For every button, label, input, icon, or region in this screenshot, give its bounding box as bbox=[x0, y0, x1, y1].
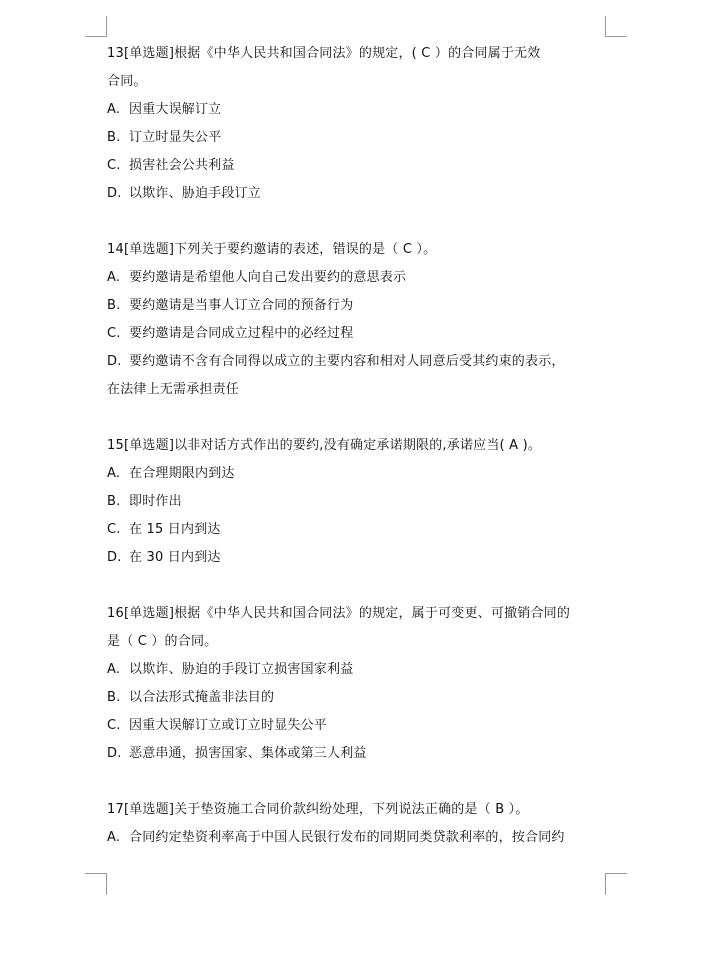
question-stem: 14[单选题]下列关于要约邀请的表述，错误的是（ C ）。 bbox=[107, 242, 437, 257]
option-letter: A. bbox=[107, 662, 121, 677]
question-stem: 16[单选题]根据《中华人民共和国合同法》的规定，属于可变更、可撤销合同的 bbox=[107, 606, 571, 621]
option-d bbox=[107, 180, 617, 208]
option-c bbox=[107, 320, 617, 348]
crop-mark-bottom-right bbox=[605, 873, 627, 895]
option-letter: D. bbox=[107, 354, 122, 369]
option-text: 因重大误解订立或订立时显失公平 bbox=[129, 718, 328, 733]
crop-mark-top-left bbox=[85, 16, 107, 37]
option-text: 在 15 日内到达 bbox=[129, 522, 221, 537]
option-text: 损害社会公共利益 bbox=[129, 158, 235, 173]
option-text: 以欺诈、胁迫手段订立 bbox=[129, 186, 262, 201]
option-letter: A. bbox=[107, 466, 121, 481]
question-13 bbox=[107, 40, 617, 208]
document-body bbox=[107, 40, 617, 852]
option-text: 恶意串通，损害国家、集体或第三人利益 bbox=[129, 746, 367, 761]
option-c bbox=[107, 152, 617, 180]
option-letter: D. bbox=[107, 550, 122, 565]
question-stem: 17[单选题]关于垫资施工合同价款纠纷处理，下列说法正确的是（ B ）。 bbox=[107, 802, 529, 817]
question-17 bbox=[107, 796, 617, 852]
option-letter: D. bbox=[107, 186, 122, 201]
option-c bbox=[107, 712, 617, 740]
option-letter: C. bbox=[107, 522, 121, 537]
option-letter: D. bbox=[107, 746, 122, 761]
option-text: 要约邀请是合同成立过程中的必经过程 bbox=[129, 326, 354, 341]
question-stem: 合同。 bbox=[107, 74, 147, 89]
option-letter: B. bbox=[107, 494, 121, 509]
option-text: 要约邀请是当事人订立合同的预备行为 bbox=[129, 298, 354, 313]
option-text: 要约邀请是希望他人向自己发出要约的意思表示 bbox=[129, 270, 407, 285]
option-letter: A. bbox=[107, 102, 121, 117]
option-letter: C. bbox=[107, 158, 121, 173]
option-text: 订立时显失公平 bbox=[129, 130, 222, 145]
option-text: 即时作出 bbox=[129, 494, 182, 509]
option-b bbox=[107, 124, 617, 152]
option-a bbox=[107, 460, 617, 488]
question-15 bbox=[107, 432, 617, 572]
option-letter: A. bbox=[107, 830, 121, 845]
option-d bbox=[107, 740, 617, 768]
option-letter: C. bbox=[107, 718, 121, 733]
crop-mark-top-right bbox=[605, 16, 627, 37]
question-stem: 15[单选题]以非对话方式作出的要约,没有确定承诺期限的,承诺应当( A )。 bbox=[107, 438, 542, 453]
option-a bbox=[107, 264, 617, 292]
option-text: 在 30 日内到达 bbox=[129, 550, 221, 565]
option-a bbox=[107, 96, 617, 124]
option-text: 在合理期限内到达 bbox=[129, 466, 235, 481]
option-letter: B. bbox=[107, 690, 121, 705]
option-d-continuation: 在法律上无需承担责任 bbox=[107, 382, 240, 397]
option-letter: B. bbox=[107, 130, 121, 145]
option-text: 以合法形式掩盖非法目的 bbox=[129, 690, 275, 705]
option-b bbox=[107, 292, 617, 320]
option-letter: A. bbox=[107, 270, 121, 285]
option-c bbox=[107, 516, 617, 544]
crop-mark-bottom-left bbox=[85, 873, 107, 895]
question-stem: 是（ C ）的合同。 bbox=[107, 634, 218, 649]
question-14 bbox=[107, 236, 617, 404]
question-16 bbox=[107, 600, 617, 768]
question-stem: 13[单选题]根据《中华人民共和国合同法》的规定，( C ）的合同属于无效 bbox=[107, 46, 541, 61]
option-letter: B. bbox=[107, 298, 121, 313]
option-b bbox=[107, 488, 617, 516]
option-b bbox=[107, 684, 617, 712]
option-a bbox=[107, 656, 617, 684]
option-text: 以欺诈、胁迫的手段订立损害国家利益 bbox=[129, 662, 354, 677]
option-d bbox=[107, 544, 617, 572]
option-d bbox=[107, 348, 617, 376]
option-a bbox=[107, 824, 617, 852]
option-letter: C. bbox=[107, 326, 121, 341]
option-text: 合同约定垫资利率高于中国人民银行发布的同期同类贷款利率的，按合同约 bbox=[129, 830, 565, 845]
option-text: 因重大误解订立 bbox=[129, 102, 222, 117]
option-text: 要约邀请不含有合同得以成立的主要内容和相对人同意后受其约束的表示， bbox=[129, 354, 565, 369]
